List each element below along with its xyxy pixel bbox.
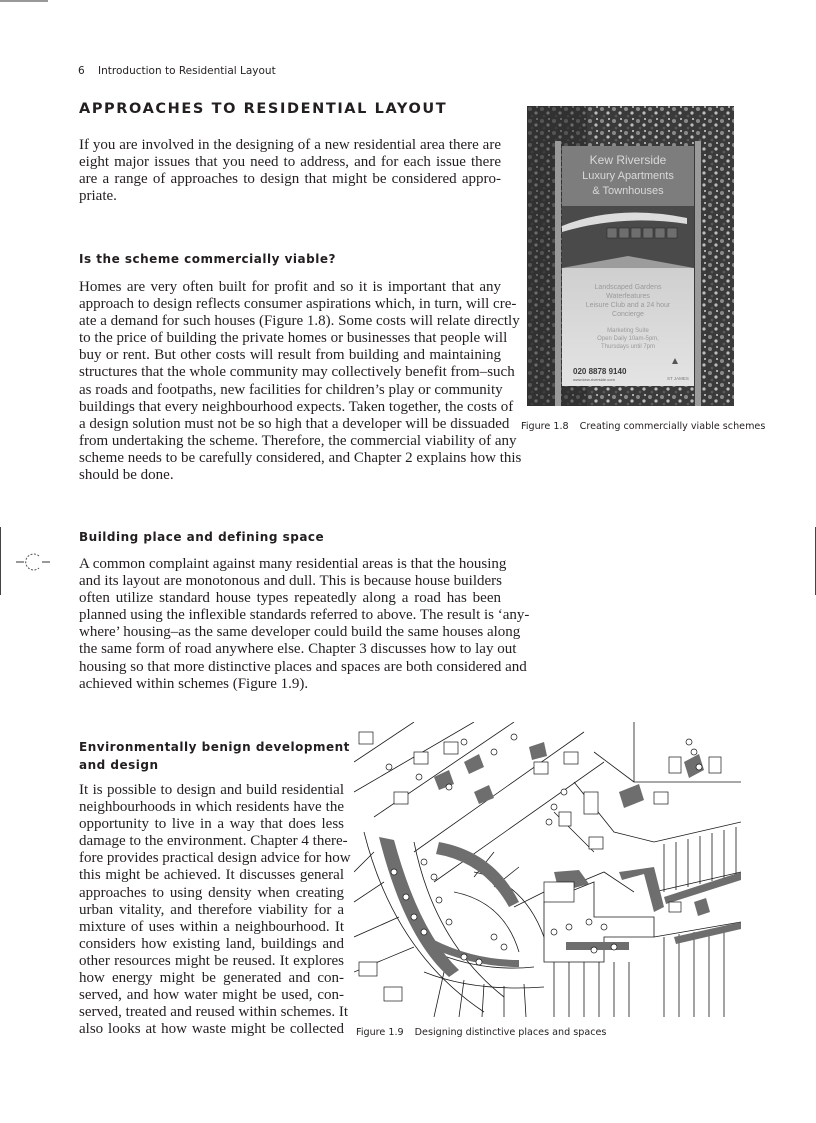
- text-line: ate a demand for such houses (Figure 1.8). Some costs will relate directly: [79, 313, 520, 330]
- sales-sign-image: [527, 106, 734, 406]
- svg-text:Thursdays until 7pm: Thursdays until 7pm: [600, 344, 656, 350]
- section-heading-environment: [79, 738, 350, 774]
- svg-text:www.kew-riverside.com: www.kew-riverside.com: [573, 377, 615, 382]
- svg-text:Luxury Apartments: Luxury Apartments: [582, 170, 674, 182]
- section-paragraph-commercial-viability: [79, 279, 522, 484]
- svg-text:Concierge: Concierge: [612, 311, 644, 318]
- intro-paragraph: [79, 137, 501, 205]
- figure-1-8-caption: [521, 421, 765, 432]
- text-line: the same form of road anywhere else. Chapter 3 discusses how to lay out: [79, 641, 517, 658]
- text-line: other resources might be reused. It explores: [79, 952, 344, 969]
- text-line: approach to design reflects consumer aspirations which, in turn, will cre-: [79, 296, 517, 313]
- text-line: considers how existing land, buildings and: [79, 935, 344, 952]
- text-line: urban vitality, and therefore viability for a: [79, 901, 344, 918]
- text-line: Homes are very often built for profit and so it is important that any: [79, 279, 501, 295]
- running-head: [78, 65, 276, 77]
- text-line: damage to the environment. Chapter 4 there-: [79, 833, 348, 850]
- text-line: a design solution must not be so high that a developer will be dissuaded: [79, 415, 510, 432]
- text-line: mixture of uses within a neighbourhood. It: [79, 918, 344, 935]
- text-line: achieved within schemes (Figure 1.9).: [79, 675, 309, 692]
- text-line: this might be achieved. It discusses general: [79, 867, 344, 884]
- text-line: structures that the whole community may collectively benefit from–such: [79, 364, 515, 381]
- figure-caption-text: Designing distinctive places and spaces: [414, 1027, 607, 1038]
- section-paragraph-environment: [79, 782, 351, 1038]
- chapter-title: Introduction to Residential Layout: [98, 65, 276, 77]
- text-line: priate.: [79, 188, 117, 205]
- section-paragraph-place-space: [79, 556, 530, 693]
- text-line: and its layout are monotonous and dull. This is because house builders: [79, 573, 502, 590]
- svg-text:Leisure Club and a 24 hour: Leisure Club and a 24 hour: [585, 302, 671, 309]
- text-line: It is possible to design and build residential: [79, 782, 344, 798]
- svg-text:& Townhouses: & Townhouses: [592, 185, 664, 197]
- svg-text:Landscaped Gardens: Landscaped Gardens: [594, 284, 662, 291]
- text-line: are a range of approaches to design that might be considered appro-: [79, 171, 501, 188]
- page-number: 6: [78, 65, 85, 77]
- text-line: often utilize standard house types repeatedly along a road has been: [79, 590, 501, 607]
- svg-text:Marketing Suite: Marketing Suite: [607, 328, 649, 334]
- text-line: scheme needs to be carefully considered, and Chapter 2 explains how this: [79, 449, 522, 466]
- svg-text:ST JAMES: ST JAMES: [667, 376, 689, 381]
- heading-line: Environmentally benign development: [79, 740, 350, 754]
- text-line: served, treated and reused within schemes. It: [79, 1004, 349, 1021]
- figure-1-8-photo: [527, 106, 734, 406]
- binding-mark-left: [0, 527, 1, 595]
- figure-1-9-caption: [356, 1027, 606, 1038]
- residential-layout-plan: [354, 722, 741, 1017]
- text-line: served, and how water might be used, con-: [79, 987, 344, 1004]
- text-line: fore provides practical design advice for how: [79, 850, 351, 867]
- text-line: If you are involved in the designing of a new residential area there are: [79, 137, 501, 153]
- text-line: A common complaint against many residential areas is that the housing: [79, 556, 507, 572]
- registration-mark-icon: [16, 550, 50, 574]
- svg-text:Kew Riverside: Kew Riverside: [589, 153, 667, 167]
- svg-text:020 8878 9140: 020 8878 9140: [573, 367, 627, 376]
- section-heading-commercial-viability: Is the scheme commercially viable?: [79, 252, 336, 266]
- section-heading-place-space: Building place and defining space: [79, 530, 325, 544]
- figure-caption-text: Creating commercially viable schemes: [579, 421, 766, 432]
- figure-number: Figure 1.9: [356, 1027, 404, 1038]
- figure-1-9-drawing: [354, 722, 741, 1017]
- heading-line: and design: [79, 758, 159, 772]
- text-line: to the price of building the private homes or businesses that people will: [79, 330, 508, 347]
- text-line: as roads and footpaths, new facilities for children’s play or community: [79, 381, 503, 398]
- text-line: where’ housing–as the same developer could build the same houses along: [79, 624, 521, 641]
- text-line: how energy might be generated and con-: [79, 970, 344, 987]
- text-line: neighbourhoods in which residents have the: [79, 799, 344, 816]
- text-line: eight major issues that you need to address, and for each issue there: [79, 154, 501, 171]
- svg-text:Waterfeatures: Waterfeatures: [606, 293, 650, 300]
- text-line: planned using the inflexible standards referred to above. The result is ‘any-: [79, 607, 530, 624]
- figure-number: Figure 1.8: [521, 421, 569, 432]
- text-line: should be done.: [79, 467, 174, 484]
- text-line: housing so that more distinctive places and spaces are both considered and: [79, 658, 527, 675]
- text-line: from undertaking the scheme. Therefore, the commercial viability of any: [79, 432, 517, 449]
- text-line: approaches to using density when creating: [79, 884, 344, 901]
- crop-mark: [0, 0, 48, 2]
- text-line: buildings that every neighbourhood expects. Taken together, the costs of: [79, 398, 514, 415]
- text-line: opportunity to live in a way that does less: [79, 816, 344, 833]
- main-heading: APPROACHES TO RESIDENTIAL LAYOUT: [79, 101, 448, 117]
- svg-text:Open Daily 10am-5pm,: Open Daily 10am-5pm,: [597, 336, 659, 342]
- text-line: also looks at how waste might be collected: [79, 1021, 344, 1038]
- text-line: buy or rent. But other costs will result from building and maintaining: [79, 347, 501, 364]
